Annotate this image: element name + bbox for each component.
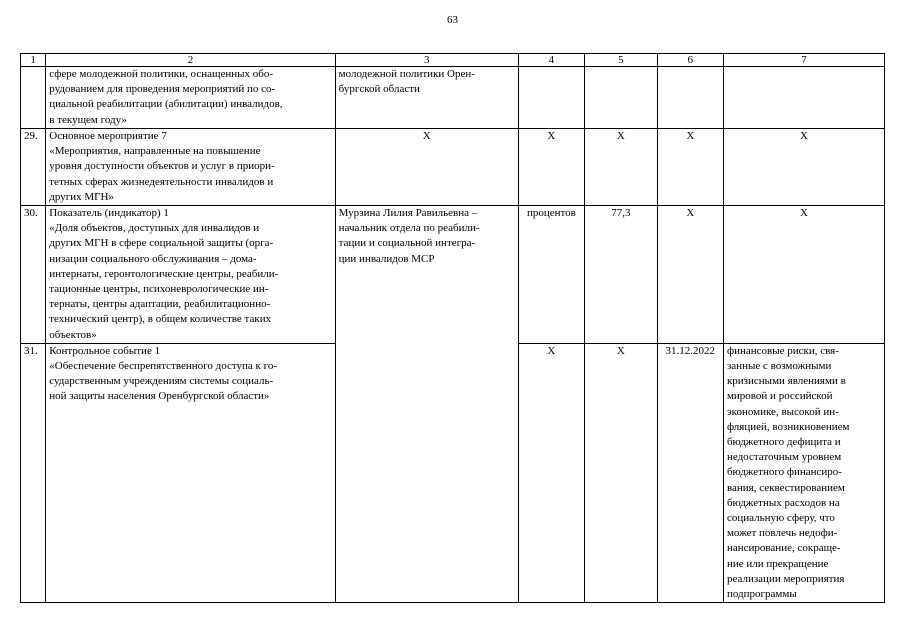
column-number: 3 <box>335 54 518 67</box>
column-number: 7 <box>723 54 884 67</box>
unit-cell <box>518 67 584 129</box>
description-cell: Основное мероприятие 7 «Мероприятия, направленные на повышение уровня доступности объектов и услуг в приори- тетных сферах жизнедеятельности инвалидов и других МГН» <box>46 129 335 206</box>
description-cell: Показатель (индикатор) 1 «Доля объектов, доступных для инвалидов и других МГН в сфере социальной защиты (орга- низации социального обслуживания – дома- интернаты, геронтологические центры, реабили- тационные центры, психоневрологические ин- тернаты, центры адаптации, реабилитационно- технический центр), в общем количестве таких объектов» <box>46 206 335 344</box>
activities-table <box>20 53 885 603</box>
risks-cell: финансовые риски, свя- занные с возможными кризисными явлениями в мировой и российской экономике, высокой ин- фляцией, возникновением бюджетного дефицита и недостаточным уровнем бюджетного финансиро- вания, секвестированием бюджетных расходов на социальную сферу, что может повлечь недофи- нансирование, сокраще- ние или прекращение реализации мероприятия подпрограммы <box>723 343 884 602</box>
responsible-cell: молодежной политики Орен- бургской области <box>335 67 518 129</box>
column-number-row <box>21 54 885 67</box>
row-number-cell <box>21 67 46 129</box>
column-number: 4 <box>518 54 584 67</box>
table-row <box>21 206 885 344</box>
row-number-cell: 30. <box>21 206 46 344</box>
date-cell: X <box>657 129 723 206</box>
value-cell: 77,3 <box>585 206 658 344</box>
row-number-cell: 31. <box>21 343 46 602</box>
description-cell: сфере молодежной политики, оснащенных обо- рудованием для проведения мероприятий по со- циальной реабилитации (абилитации) инвалидов, в текущем году» <box>46 67 335 129</box>
description-cell: Контрольное событие 1 «Обеспечение беспрепятственного доступа к го- сударственным учреждениям системы социаль- ной защиты населения Оренбургской области» <box>46 343 335 602</box>
column-number: 1 <box>21 54 46 67</box>
date-cell: X <box>657 206 723 344</box>
unit-cell: X <box>518 343 584 602</box>
column-number: 2 <box>46 54 335 67</box>
row-number-cell: 29. <box>21 129 46 206</box>
unit-cell: процентов <box>518 206 584 344</box>
continuation-row <box>21 67 885 129</box>
date-cell <box>657 67 723 129</box>
responsible-cell: Мурзина Лилия Равильевна – начальник отдела по реабили- тации и социальной интегра- ции инвалидов МСР <box>335 206 518 603</box>
value-cell <box>585 67 658 129</box>
risks-cell: X <box>723 206 884 344</box>
responsible-cell: X <box>335 129 518 206</box>
column-number: 5 <box>585 54 658 67</box>
value-cell: X <box>585 343 658 602</box>
table-row <box>21 129 885 206</box>
risks-cell <box>723 67 884 129</box>
column-number: 6 <box>657 54 723 67</box>
page-number: 63 <box>447 14 458 26</box>
date-cell: 31.12.2022 <box>657 343 723 602</box>
unit-cell: X <box>518 129 584 206</box>
risks-cell: X <box>723 129 884 206</box>
value-cell: X <box>585 129 658 206</box>
